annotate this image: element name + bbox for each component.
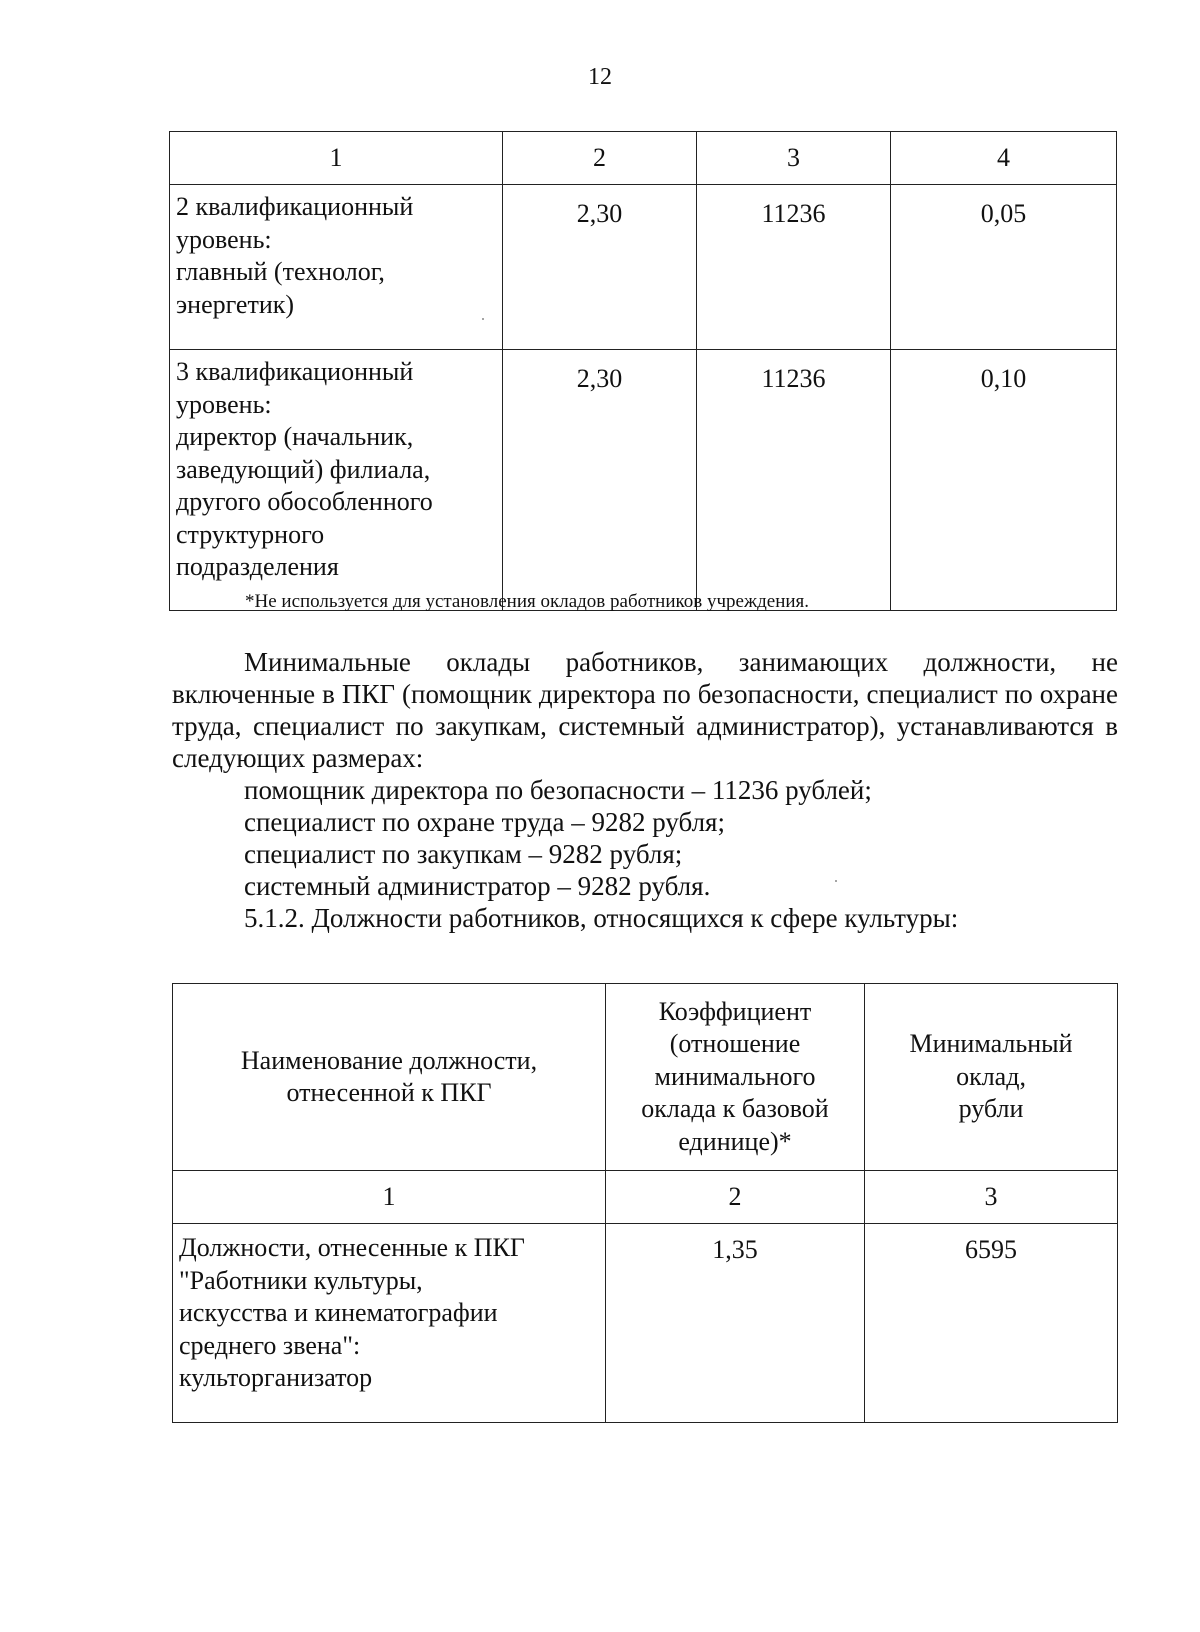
scan-speck — [835, 880, 837, 882]
page-number: 12 — [588, 64, 612, 90]
bonus-cell: 0,05 — [891, 185, 1117, 350]
column-number: 1 — [173, 1171, 606, 1224]
header-line: отнесенной к ПКГ — [286, 1078, 492, 1107]
column-number-row — [173, 1171, 1118, 1224]
header-line: Наименование должности, — [240, 1045, 538, 1075]
column-number: 3 — [865, 1171, 1118, 1224]
column-header-coefficient — [606, 984, 865, 1171]
coefficient-cell: 2,30 — [503, 350, 697, 611]
position-name-line: 2 квалификационный — [176, 192, 414, 221]
table-header-row — [170, 132, 1117, 185]
scan-speck — [482, 318, 484, 320]
header-line: Минимальный — [909, 1029, 1073, 1059]
position-name-line: искусства и кинематографии — [179, 1298, 498, 1327]
coefficient-cell: 1,35 — [606, 1224, 865, 1423]
salary-cell: 11236 — [697, 350, 891, 611]
salary-list — [244, 774, 872, 902]
header-line: Коэффициент — [658, 996, 812, 1026]
position-name-line: среднего звена": — [179, 1330, 361, 1360]
column-number: 2 — [606, 1171, 865, 1224]
salary-cell: 6595 — [865, 1224, 1118, 1423]
column-number: 1 — [170, 132, 503, 185]
salary-cell: 11236 — [697, 185, 891, 350]
list-item: специалист по охране труда – 9282 рубля; — [244, 807, 725, 837]
position-name-line: "Работники культуры, — [179, 1265, 423, 1295]
header-line: рубли — [958, 1094, 1024, 1124]
position-name-line: Должности, отнесенные к ПКГ — [179, 1233, 525, 1262]
position-name-line: заведующий) филиала, — [176, 454, 431, 484]
position-name-cell — [170, 350, 503, 611]
header-line: единице)* — [678, 1126, 792, 1156]
position-name-line: уровень: — [176, 389, 272, 419]
position-name-line: главный (технолог, — [176, 257, 385, 286]
bonus-cell: 0,10 — [891, 350, 1117, 611]
position-name-line: уровень: — [176, 224, 272, 254]
position-name-line: культорганизатор — [179, 1363, 373, 1392]
position-name-line: энергетик) — [176, 289, 295, 319]
column-number: 3 — [697, 132, 891, 185]
table-header-row — [173, 984, 1118, 1171]
list-item: помощник директора по безопасности – 11236 рублей; — [244, 775, 872, 805]
table-row — [173, 1224, 1118, 1423]
position-name-line: структурного — [176, 519, 325, 549]
position-name-line: 3 квалификационный — [176, 357, 414, 386]
coefficient-cell: 2,30 — [503, 185, 697, 350]
table-row — [170, 350, 1117, 611]
position-name-line: другого обособленного — [176, 487, 433, 516]
table-footnote: *Не используется для установления окладов работников учреждения. — [245, 591, 810, 612]
position-name-cell — [173, 1224, 606, 1423]
column-header-salary — [865, 984, 1118, 1171]
header-line: оклад, — [956, 1061, 1026, 1091]
header-line: минимального — [654, 1061, 816, 1091]
table-row — [170, 185, 1117, 350]
column-number: 2 — [503, 132, 697, 185]
header-line: (отношение — [669, 1029, 801, 1059]
salary-table-technical-staff — [169, 131, 1117, 611]
salary-table-culture-staff — [172, 983, 1118, 1423]
list-item: системный администратор – 9282 рубля. — [244, 871, 711, 901]
position-name-line: директор (начальник, — [176, 422, 414, 451]
column-header-position — [173, 984, 606, 1171]
section-heading: 5.1.2. Должности работников, относящихся к сфере культуры: — [244, 903, 959, 933]
list-item: специалист по закупкам – 9282 рубля; — [244, 839, 683, 869]
position-name-line: подразделения — [176, 552, 339, 581]
position-name-cell — [170, 185, 503, 350]
column-number: 4 — [891, 132, 1117, 185]
body-paragraph: Минимальные оклады работников, занимающих должности, не включенные в ПКГ (помощник директора по безопасности, специалист по охране труда, специалист по закупкам, системный администратор), устанавливаются в следующих размерах: — [172, 647, 1118, 773]
header-line: оклада к базовой — [641, 1094, 829, 1124]
